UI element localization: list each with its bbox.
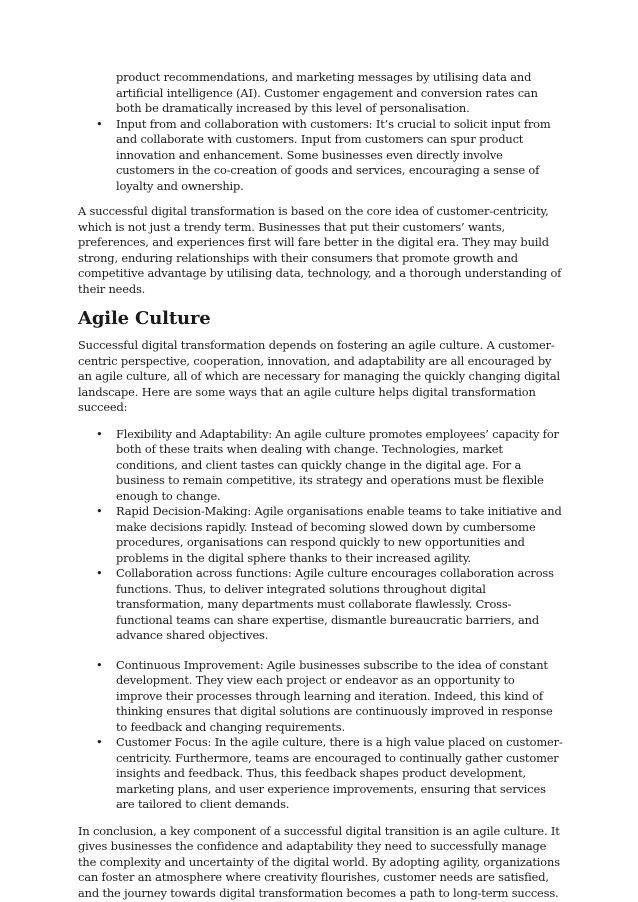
bullet-icon: •: [96, 657, 103, 672]
agile-bullets-group-1: [78, 427, 564, 644]
list-item-text: Flexibility and Adaptability: An agile culture promotes employees’ capacity for both of these traits when dealing with change. Technologies, market conditions, and client tastes can quickly change in the digital age. For a business to remain competitive, its strategy and operations must be flexible enough to change.: [116, 426, 559, 503]
customer-centricity-paragraph: A successful digital transformation is based on the core idea of customer-centricity, which is not just a trendy term. Businesses that put their customers’ wants, preferences, and experiences first will fare better in the digital era. They may build strong, enduring relationships with their consumers that promote growth and competitive advantage by utilising data, technology, and a thorough understanding of their needs.: [78, 204, 562, 296]
list-item-text: Rapid Decision-Making: Agile organisations enable teams to take initiative and make decisions rapidly. Instead of becoming slowed down by cumbersome procedures, organisations can respond quickly to new opportunities and problems in the digital sphere thanks to their increased agility.: [116, 504, 562, 565]
personalisation-bullet-continuation: product recommendations, and marketing messages by utilising data and artificial intelligence (AI). Customer engagement and conversion rates can both be dramatically increased by this level of personalisation.: [116, 70, 538, 115]
customer-bullets: [78, 117, 564, 195]
bullet-icon: •: [96, 504, 103, 518]
bullet-icon: •: [96, 735, 103, 749]
list-item: [78, 735, 564, 813]
list-item-text: Input from and collaboration with customers: It’s crucial to solicit input from and collaborate with customers. Input from customers can spur product innovation and enhancement. Some businesses even directly involve customers in the co-creation of goods and services, encouraging a sense of loyalty and ownership.: [116, 116, 551, 193]
bullet-icon: •: [96, 426, 103, 441]
bullet-icon: •: [96, 566, 103, 580]
list-item: [78, 117, 564, 195]
list-item: [78, 504, 564, 566]
section-heading: Agile Culture: [78, 308, 211, 329]
intro-paragraph: Successful digital transformation depends on fostering an agile culture. A customer-centric perspective, cooperation, innovation, and adaptability are all encouraged by an agile culture, all of which are necessary for managing the quickly changing digital landscape. Here are some ways that an agile culture helps digital transformation succeed:: [78, 338, 560, 414]
conclusion-paragraph: In conclusion, a key component of a successful digital transition is an agile culture. It gives businesses the confidence and adaptability they need to successfully manage the complexity and uncertainty of the digital world. By adopting agility, organizations can foster an atmosphere where creativity flourishes, customer needs are satisfied, and the journey towards digital transformation becomes a path to long-term success.: [78, 823, 560, 900]
list-item-text: Customer Focus: In the agile culture, there is a high value placed on customer-centricity. Furthermore, teams are encouraged to continually gather customer insights and feedback. Thus, this feedback shapes product development, marketing plans, and user experience improvements, ensuring that services are tailored to client demands.: [116, 735, 563, 811]
list-item: [78, 658, 564, 736]
document-page: [78, 70, 564, 901]
agile-bullets-group-2: [78, 658, 564, 813]
list-item-text: Continuous Improvement: Agile businesses subscribe to the idea of constant development. They view each project or endeavor as an opportunity to improve their processes through learning and iteration. Indeed, this kind of thinking ensures that digital solutions are continuously improved in response to feedback and changing requirements.: [116, 657, 553, 734]
bullet-icon: •: [96, 116, 103, 131]
list-item: [78, 566, 564, 644]
list-item: [78, 427, 564, 505]
list-item-text: Collaboration across functions: Agile culture encourages collaboration across functions. Thus, to deliver integrated solutions throughout digital transformation, many departments must collaborate flawlessly. Cross-functional teams can share expertise, dismantle bureaucratic barriers, and advance shared objectives.: [116, 566, 554, 642]
